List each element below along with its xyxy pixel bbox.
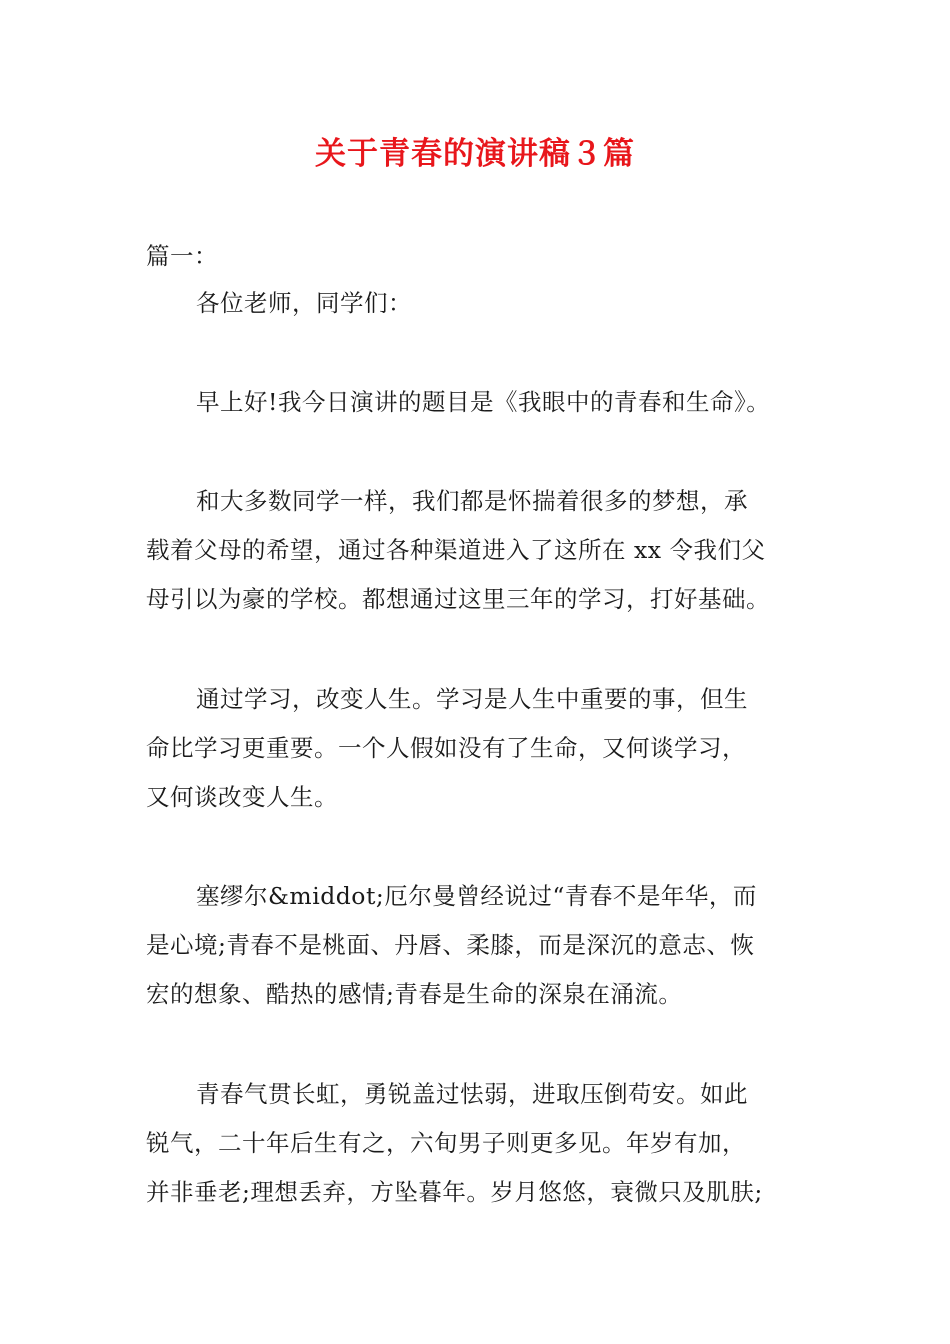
- paragraph-line: 宏的想象、酷热的感情;青春是生命的深泉在涌流。: [146, 980, 683, 1008]
- paragraph-line: 和大多数同学一样，我们都是怀揣着很多的梦想，承: [196, 487, 748, 515]
- paragraph-line: 又何谈改变人生。: [146, 783, 338, 811]
- greeting-line: 各位老师，同学们：: [196, 289, 412, 317]
- paragraph-line: 母引以为豪的学校。都想通过这里三年的学习，打好基础。: [146, 585, 770, 613]
- paragraph-line: 青春气贯长虹，勇锐盖过怯弱，进取压倒苟安。如此: [196, 1080, 748, 1108]
- paragraph-line: 早上好!我今日演讲的题目是《我眼中的青春和生命》。: [196, 388, 771, 416]
- paragraph-line: 通过学习，改变人生。学习是人生中重要的事，但生: [196, 685, 748, 713]
- paragraph-line: 并非垂老;理想丢弃，方坠暮年。岁月悠悠，衰微只及肌肤;: [146, 1178, 763, 1206]
- document-title: 关于青春的演讲稿３篇: [315, 136, 635, 172]
- paragraph-line: 载着父母的希望，通过各种渠道进入了这所在 xx 令我们父: [146, 536, 766, 564]
- paragraph-line: 命比学习更重要。一个人假如没有了生命，又何谈学习，: [146, 734, 746, 762]
- section-heading: 篇一：: [146, 242, 218, 270]
- paragraph-line: 塞缪尔&middot;厄尔曼曾经说过“青春不是年华，而: [196, 882, 757, 910]
- paragraph-line: 是心境;青春不是桃面、丹唇、柔膝，而是深沉的意志、恢: [146, 931, 755, 959]
- paragraph-line: 锐气，二十年后生有之，六旬男子则更多见。年岁有加，: [146, 1129, 746, 1157]
